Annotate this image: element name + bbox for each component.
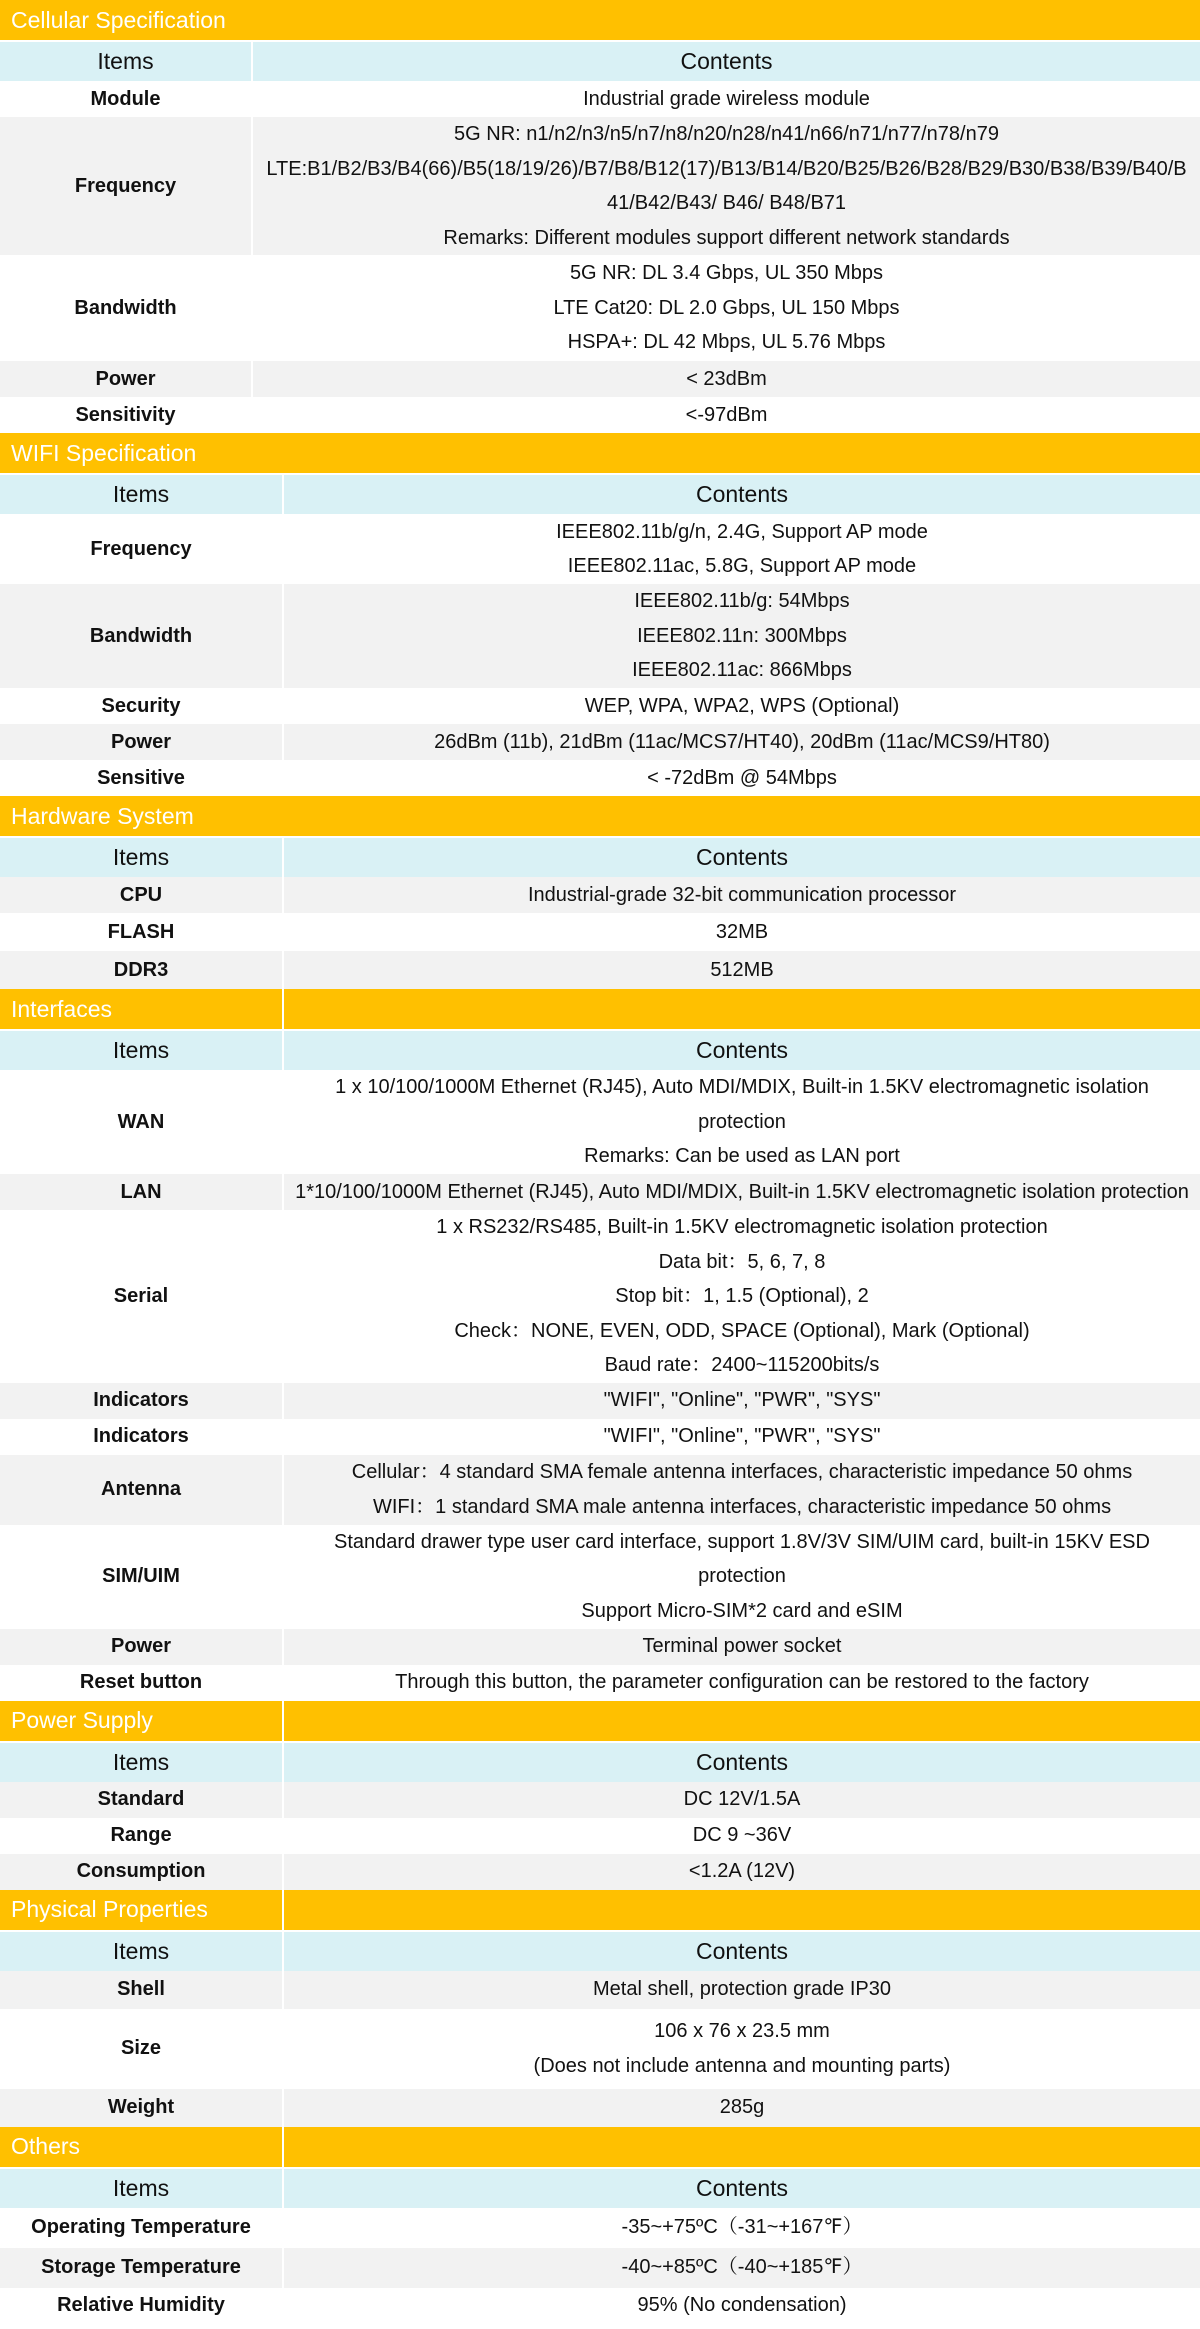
spec-row-operating-temperature — [0, 2208, 1200, 2248]
spec-value — [252, 117, 1200, 255]
spec-value — [283, 1383, 1200, 1419]
header-contents: Contents — [252, 41, 1200, 81]
spec-value — [252, 397, 1200, 433]
header-contents: Contents — [283, 1030, 1200, 1070]
section-title: Hardware System — [0, 796, 1200, 837]
spec-value-line: (Does not include antenna and mounting parts) — [533, 2054, 951, 2077]
spec-row-frequency — [0, 514, 1200, 584]
spec-value-line: Check：NONE, EVEN, ODD, SPACE (Optional), Mark (Optional) — [454, 1319, 1030, 1342]
spec-value-line: 41/B42/B43/ B46/ B48/B71 — [606, 192, 847, 214]
spec-row-consumption — [0, 1854, 1200, 1890]
spec-row-reset-button — [0, 1665, 1200, 1701]
spec-value — [283, 1629, 1200, 1665]
section-title: Others — [0, 2127, 283, 2168]
spec-value-line: <-97dBm — [685, 403, 768, 426]
spec-value — [283, 1455, 1200, 1525]
spec-row-lan — [0, 1174, 1200, 1210]
spec-label: LAN — [0, 1174, 283, 1210]
spec-value-line: protection — [698, 1565, 786, 1588]
spec-row-flash — [0, 913, 1200, 951]
section-hardware-system — [0, 796, 1200, 989]
spec-row-ddr3 — [0, 951, 1200, 989]
spec-value — [252, 361, 1200, 397]
header-items: Items — [0, 2168, 283, 2208]
spec-value-line: Terminal power socket — [642, 1635, 842, 1658]
spec-value-line: IEEE802.11b/g/n, 2.4G, Support AP mode — [556, 520, 928, 543]
spec-label: Power — [0, 361, 252, 397]
spec-value — [283, 913, 1200, 951]
spec-label: FLASH — [0, 913, 283, 951]
section-title: WIFI Specification — [0, 433, 1200, 474]
spec-label: Indicators — [0, 1419, 283, 1455]
section-title: Physical Properties — [0, 1890, 283, 1931]
spec-value-line: 1*10/100/1000M Ethernet (RJ45), Auto MDI/MDIX, Built-in 1.5KV electromagnetic isolation protection — [295, 1180, 1189, 1203]
spec-row-cpu — [0, 877, 1200, 913]
spec-value — [283, 951, 1200, 989]
spec-value — [283, 877, 1200, 913]
spec-value-line: Remarks: Different modules support different network standards — [443, 226, 1010, 249]
spec-value-line: Metal shell, protection grade IP30 — [593, 1978, 891, 2001]
header-row — [0, 41, 1200, 81]
spec-label: Security — [0, 688, 283, 724]
spec-label: CPU — [0, 877, 283, 913]
spec-label: Indicators — [0, 1383, 283, 1419]
header-row — [0, 474, 1200, 514]
spec-value — [283, 1210, 1200, 1383]
spec-value-line: 1 x 10/100/1000M Ethernet (RJ45), Auto MDI/MDIX, Built-in 1.5KV electromagnetic isolation — [335, 1076, 1149, 1099]
spec-row-antenna — [0, 1455, 1200, 1525]
spec-row-sim-uim — [0, 1525, 1200, 1629]
spec-row-power — [0, 1629, 1200, 1665]
spec-value-line: 106 x 76 x 23.5 mm — [654, 2020, 830, 2042]
spec-value-line: 1 x RS232/RS485, Built-in 1.5KV electromagnetic isolation protection — [436, 1216, 1048, 1238]
header-row — [0, 1931, 1200, 1971]
spec-value-line: DC 9 ~36V — [692, 1824, 792, 1847]
spec-row-frequency — [0, 117, 1200, 255]
spec-value-line: Baud rate：2400~115200bits/s — [604, 1354, 880, 1376]
spec-label: Frequency — [0, 117, 252, 255]
spec-label: Range — [0, 1818, 283, 1854]
spec-value-line: Stop bit：1, 1.5 (Optional), 2 — [615, 1285, 869, 1307]
spec-value-line: 285g — [719, 2096, 765, 2119]
header-row — [0, 2168, 1200, 2208]
spec-value-line: LTE Cat20: DL 2.0 Gbps, UL 150 Mbps — [553, 296, 900, 319]
spec-value-line: 5G NR: n1/n2/n3/n5/n7/n8/n20/n28/n41/n66/n71/n77/n78/n79 — [454, 123, 999, 145]
spec-label: SIM/UIM — [0, 1525, 283, 1629]
spec-value — [283, 1971, 1200, 2009]
spec-value — [283, 514, 1200, 584]
spec-value-line: <1.2A (12V) — [688, 1860, 796, 1883]
spec-label: Bandwidth — [0, 255, 252, 361]
spec-row-size — [0, 2009, 1200, 2089]
spec-label: Sensitivity — [0, 397, 252, 433]
spec-label: Power — [0, 724, 283, 760]
spec-value-line: -40~+85ºC（-40~+185℉） — [621, 2256, 863, 2279]
section-others — [0, 2127, 1200, 2324]
spec-value — [283, 688, 1200, 724]
spec-value-line: Standard drawer type user card interface, support 1.8V/3V SIM/UIM card, built-in 15KV ESD — [334, 1530, 1150, 1553]
spec-row-range — [0, 1818, 1200, 1854]
spec-value-line: Through this button, the parameter configuration can be restored to the factory — [395, 1671, 1089, 1694]
spec-value-line: Industrial grade wireless module — [583, 87, 870, 110]
header-contents: Contents — [283, 1931, 1200, 1971]
spec-value — [283, 2009, 1200, 2089]
section-cellular-specification — [0, 0, 1200, 433]
spec-value — [252, 81, 1200, 117]
spec-label: Relative Humidity — [0, 2288, 283, 2324]
spec-value — [283, 2089, 1200, 2127]
spec-row-bandwidth — [0, 255, 1200, 361]
spec-label: Power — [0, 1629, 283, 1665]
header-contents: Contents — [283, 474, 1200, 514]
spec-label: Consumption — [0, 1854, 283, 1890]
spec-label: Storage Temperature — [0, 2248, 283, 2288]
section-title: Power Supply — [0, 1701, 283, 1742]
spec-row-sensitive — [0, 760, 1200, 796]
spec-row-storage-temperature — [0, 2248, 1200, 2288]
spec-label: Bandwidth — [0, 584, 283, 688]
section-title-filler — [283, 2127, 1200, 2168]
spec-value — [283, 2208, 1200, 2248]
spec-value-line: DC 12V/1.5A — [683, 1788, 801, 1811]
spec-label: Shell — [0, 1971, 283, 2009]
section-wifi-specification — [0, 433, 1200, 796]
section-title: Cellular Specification — [0, 0, 1200, 41]
spec-label: Size — [0, 2009, 283, 2089]
header-row — [0, 837, 1200, 877]
spec-value-line: < -72dBm @ 54Mbps — [647, 766, 837, 789]
spec-value-line: -35~+75ºC（-31~+167℉） — [621, 2216, 863, 2239]
spec-row-sensitivity — [0, 397, 1200, 433]
spec-value — [283, 1818, 1200, 1854]
section-title: Interfaces — [0, 989, 283, 1030]
spec-value-line: protection — [698, 1110, 786, 1133]
section-power-supply — [0, 1701, 1200, 1890]
header-items: Items — [0, 837, 283, 877]
spec-label: Antenna — [0, 1455, 283, 1525]
spec-value-line: < 23dBm — [686, 367, 767, 390]
spec-value — [283, 1782, 1200, 1818]
spec-row-module — [0, 81, 1200, 117]
spec-value — [283, 1419, 1200, 1455]
spec-value-line: IEEE802.11b/g: 54Mbps — [634, 590, 850, 613]
spec-value-line: 5G NR: DL 3.4 Gbps, UL 350 Mbps — [569, 262, 884, 285]
header-row — [0, 1030, 1200, 1070]
spec-value-line: Remarks: Can be used as LAN port — [584, 1145, 900, 1168]
spec-value — [283, 1665, 1200, 1701]
spec-value-line: "WIFI", "Online", "PWR", "SYS" — [603, 1389, 881, 1412]
spec-value-line: Cellular：4 standard SMA female antenna interfaces, characteristic impedance 50 ohms — [351, 1461, 1133, 1483]
header-items: Items — [0, 41, 252, 81]
spec-value-line: WEP, WPA, WPA2, WPS (Optional) — [584, 694, 900, 717]
spec-row-standard — [0, 1782, 1200, 1818]
spec-value-line: Industrial-grade 32-bit communication processor — [528, 883, 956, 906]
spec-label: Sensitive — [0, 760, 283, 796]
spec-row-power — [0, 361, 1200, 397]
spec-value — [283, 1070, 1200, 1174]
spec-label: Operating Temperature — [0, 2208, 283, 2248]
spec-value-line: Data bit：5, 6, 7, 8 — [658, 1250, 826, 1273]
spec-value — [283, 2248, 1200, 2288]
spec-value-line: IEEE802.11ac, 5.8G, Support AP mode — [567, 555, 917, 577]
spec-label: Weight — [0, 2089, 283, 2127]
section-title-filler — [283, 1701, 1200, 1742]
spec-row-serial — [0, 1210, 1200, 1383]
spec-row-bandwidth — [0, 584, 1200, 688]
spec-value-line: 26dBm (11b), 21dBm (11ac/MCS7/HT40), 20dBm (11ac/MCS9/HT80) — [434, 730, 1050, 753]
spec-value — [283, 584, 1200, 688]
spec-value-line: 32MB — [715, 920, 769, 943]
spec-value-line: 95% (No condensation) — [637, 2294, 847, 2317]
spec-row-indicators — [0, 1419, 1200, 1455]
spec-value — [283, 1854, 1200, 1890]
spec-label: DDR3 — [0, 951, 283, 989]
header-items: Items — [0, 474, 283, 514]
spec-label: Module — [0, 81, 252, 117]
spec-row-shell — [0, 1971, 1200, 2009]
section-physical-properties — [0, 1890, 1200, 2127]
spec-value-line: LTE:B1/B2/B3/B4(66)/B5(18/19/26)/B7/B8/B12(17)/B13/B14/B20/B25/B26/B28/B29/B30/B38/B39/B40/B — [266, 157, 1187, 180]
spec-value-line: 512MB — [710, 958, 774, 981]
header-row — [0, 1742, 1200, 1782]
header-items: Items — [0, 1742, 283, 1782]
header-contents: Contents — [283, 837, 1200, 877]
spec-row-indicators — [0, 1383, 1200, 1419]
spec-row-security — [0, 688, 1200, 724]
spec-row-weight — [0, 2089, 1200, 2127]
spec-row-relative-humidity — [0, 2288, 1200, 2324]
spec-value — [283, 2288, 1200, 2324]
section-interfaces — [0, 989, 1200, 1701]
header-contents: Contents — [283, 2168, 1200, 2208]
spec-value — [283, 1525, 1200, 1629]
spec-value — [283, 724, 1200, 760]
section-title-filler — [283, 1890, 1200, 1931]
spec-label: Frequency — [0, 514, 283, 584]
header-items: Items — [0, 1931, 283, 1971]
spec-value — [252, 255, 1200, 361]
spec-value — [283, 760, 1200, 796]
header-items: Items — [0, 1030, 283, 1070]
spec-label: Serial — [0, 1210, 283, 1383]
spec-label: WAN — [0, 1070, 283, 1174]
spec-value-line: IEEE802.11n: 300Mbps — [637, 624, 847, 647]
spec-row-wan — [0, 1070, 1200, 1174]
spec-value-line: IEEE802.11ac: 866Mbps — [632, 659, 852, 682]
spec-value-line: Support Micro-SIM*2 card and eSIM — [581, 1599, 903, 1622]
spec-value-line: "WIFI", "Online", "PWR", "SYS" — [603, 1425, 881, 1448]
spec-label: Standard — [0, 1782, 283, 1818]
spec-row-power — [0, 724, 1200, 760]
spec-label: Reset button — [0, 1665, 283, 1701]
section-title-filler — [283, 989, 1200, 1030]
spec-value-line: WIFI：1 standard SMA male antenna interfaces, characteristic impedance 50 ohms — [372, 1495, 1112, 1518]
spec-value — [283, 1174, 1200, 1210]
spec-value-line: HSPA+: DL 42 Mbps, UL 5.76 Mbps — [567, 331, 886, 354]
header-contents: Contents — [283, 1742, 1200, 1782]
